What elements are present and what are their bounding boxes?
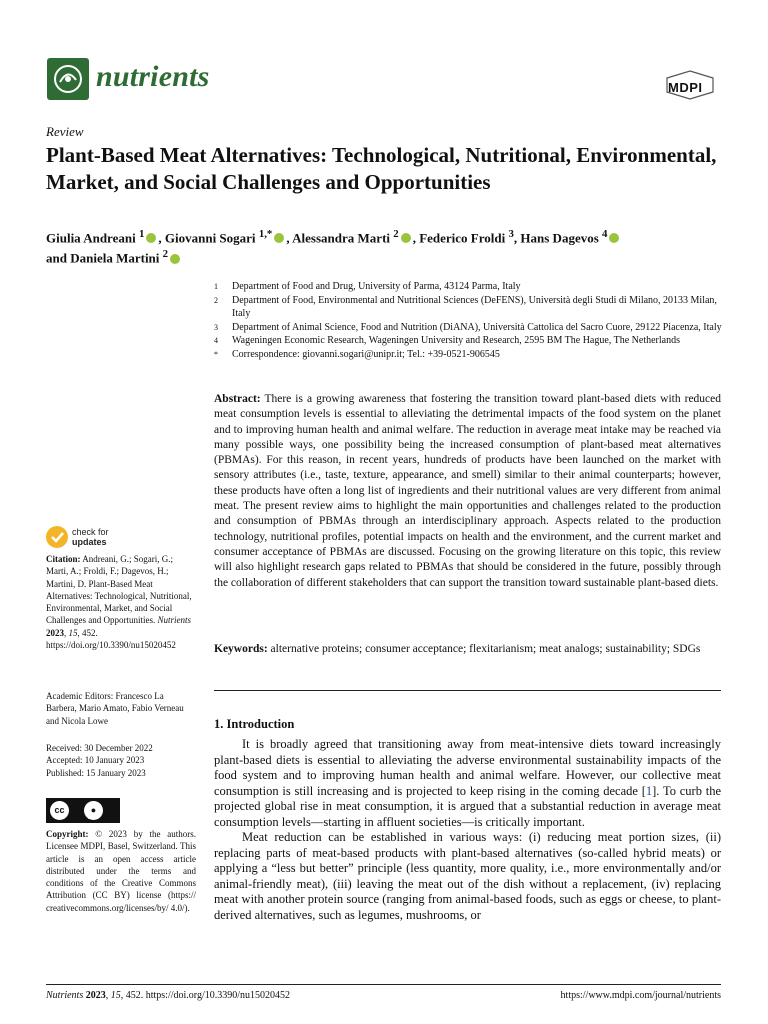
orcid-icon[interactable] (146, 233, 156, 243)
author[interactable]: Hans Dagevos (520, 230, 599, 246)
dates: Received: 30 December 2022 Accepted: 10 January 2023 Published: 15 January 2023 (46, 743, 153, 778)
paragraph: It is broadly agreed that transitioning away from meat-intensive diets toward increasingly plant-based diets is essential to alleviating the adverse environmental sustainability impacts of the food system and to improving human health and animal welfare. However, our collective meat consumption is still increasing and is projected to keep rising in the coming decade [1]. To curb the projected global rise in meat consumption, it is argued that a substantial reduction in average meat consumption levels—starting in affluent societies—is critically important. (214, 737, 721, 829)
citation-link[interactable]: 1 (645, 783, 653, 798)
orcid-icon[interactable] (170, 254, 180, 264)
section-heading: 1. Introduction (214, 717, 295, 731)
paragraph: Meat reduction can be established in various ways: (i) reducing meat portion sizes, (ii) replacing parts of meat-based products with plant-based alternatives (so-called hybrid meats) or applying a “less but better” principle (less quantity, more quality, i.e., more environmentally and/or animal-friendly meat), (iii) leaving the meat out of the dish without a replacement, (iv) replacing meat with another protein source (ranging from animal-based foods, such as eggs or cheese, to plant-derived alternatives, such as legumes, mushrooms, or (214, 830, 721, 922)
check-for-updates-button[interactable]: check for updates (46, 526, 156, 550)
orcid-icon[interactable] (609, 233, 619, 243)
journal-logo-icon (47, 58, 89, 100)
author[interactable]: Giovanni Sogari (164, 230, 256, 246)
cc-by-license-icon[interactable]: cc ● BY (46, 798, 120, 823)
abstract (214, 392, 721, 591)
article-type: Review (46, 124, 84, 139)
copyright: Copyright: © 2023 by the authors. Licensee MDPI, Basel, Switzerland. This article is an open access article distributed under the terms and conditions of the Creative Commons Attribution (CC BY) license (https:// creativecommons.org/licenses/by/ 4.0/). (46, 829, 197, 913)
check-updates-icon (46, 526, 68, 548)
academic-editors: Academic Editors: Francesco La Barbera, Mario Amato, Fabio Verneau and Nicola Lowe (46, 691, 184, 726)
introduction-body (214, 737, 721, 923)
journal-name: nutrients (96, 60, 210, 93)
affiliations: 1 Department of Food and Drug, University of Parma, 43124 Parma, Italy 2 Department of Food, Environmental and Nutritional Sciences (DeFENS), Università degli Studi di Milano, 20133 Milan, Italy 3 Department of Animal Science, Food and Nutrition (DiANA), Università Cattolica del Sacro Cuore, 29122 Piacenza, Italy 4 Wageningen Economic Research, Wageningen University and Research, 2595 BM The Hague, The Netherlands * Correspondence: giovanni.sogari@unipr.it; Tel.: +39-0521-906545 (214, 280, 729, 361)
orcid-icon[interactable] (401, 233, 411, 243)
publisher-name: MDPI (668, 80, 703, 95)
abstract-text: There is a growing awareness that fostering the transition toward plant-based diets with reduced meat consumption levels is essential to alleviating the detrimental impacts of the food system on the planet and to improving human health and animal welfare. The reduction in average meat intake may be reached via many possible ways, one possibility being the increased consumption of plant-based meat alternatives (PBMAs). For this reason, in recent years, hundreds of products have been launched on the market with sensory attributes (i.e., taste, texture, appearance, and smell) similar to their animal counterparts; however, these products have often a long list of ingredients and their nutritional values are very different from animal meat. The present review aims to highlight the main opportunities and challenges related to the production and consumption of PBMAs through an interdisciplinary approach. Aspects related to the production technology, nutritional profiles, potential impacts on health and the environment, and the current market and consumer acceptance of PBMAs are discussed. Focusing on the growing literature on this topic, this review will also highlight research gaps related to PBMAs that should be considered in the future, possibly through the collaboration of different stakeholders that can support the transition toward sustainable plant-based diets. (214, 393, 722, 589)
article-title: Plant-Based Meat Alternatives: Technological, Nutritional, Environmental, Market, and Social Challenges and Opportunities (46, 143, 717, 194)
author[interactable]: Daniela Martini (70, 250, 160, 266)
keywords-label: Keywords: (214, 643, 268, 655)
keywords: Keywords: alternative proteins; consumer acceptance; flexitarianism; meat analogs; sustainability; SDGs (214, 643, 701, 655)
section-divider (214, 690, 721, 691)
journal-url-link[interactable]: https://www.mdpi.com/journal/nutrients (560, 990, 721, 1001)
author[interactable]: Alessandra Marti (292, 230, 391, 246)
citation: Citation: Andreani, G.; Sogari, G.; Marti, A.; Froldi, F.; Dagevos, H.; Martini, D. Plant-Based Meat Alternatives: Technological, Nutritional, Environmental, Market, and Social Challenges and Opportunities. Nutrients 2023, 15, 452. https://doi.org/10.3390/nu15020452 (46, 554, 192, 651)
author[interactable]: Giulia Andreani (46, 230, 136, 246)
correspondence: Correspondence: giovanni.sogari@unipr.it; Tel.: +39-0521-906545 (232, 348, 500, 360)
abstract-label: Abstract: (214, 393, 261, 405)
orcid-icon[interactable] (274, 233, 284, 243)
author-list: Giulia Andreani $^1$ , Giovanni Sogari $^{1,*}$ , Alessandra Marti $^2$ , Federico Froldi $^3$, Hans Dagevos $^4$ and Daniela Martini $^2$ (46, 226, 726, 267)
footer-citation: Nutrients 2023, 15, 452. https://doi.org/10.3390/nu15020452 (46, 990, 291, 1001)
author[interactable]: Federico Froldi (419, 230, 506, 246)
footer-divider (46, 984, 721, 985)
